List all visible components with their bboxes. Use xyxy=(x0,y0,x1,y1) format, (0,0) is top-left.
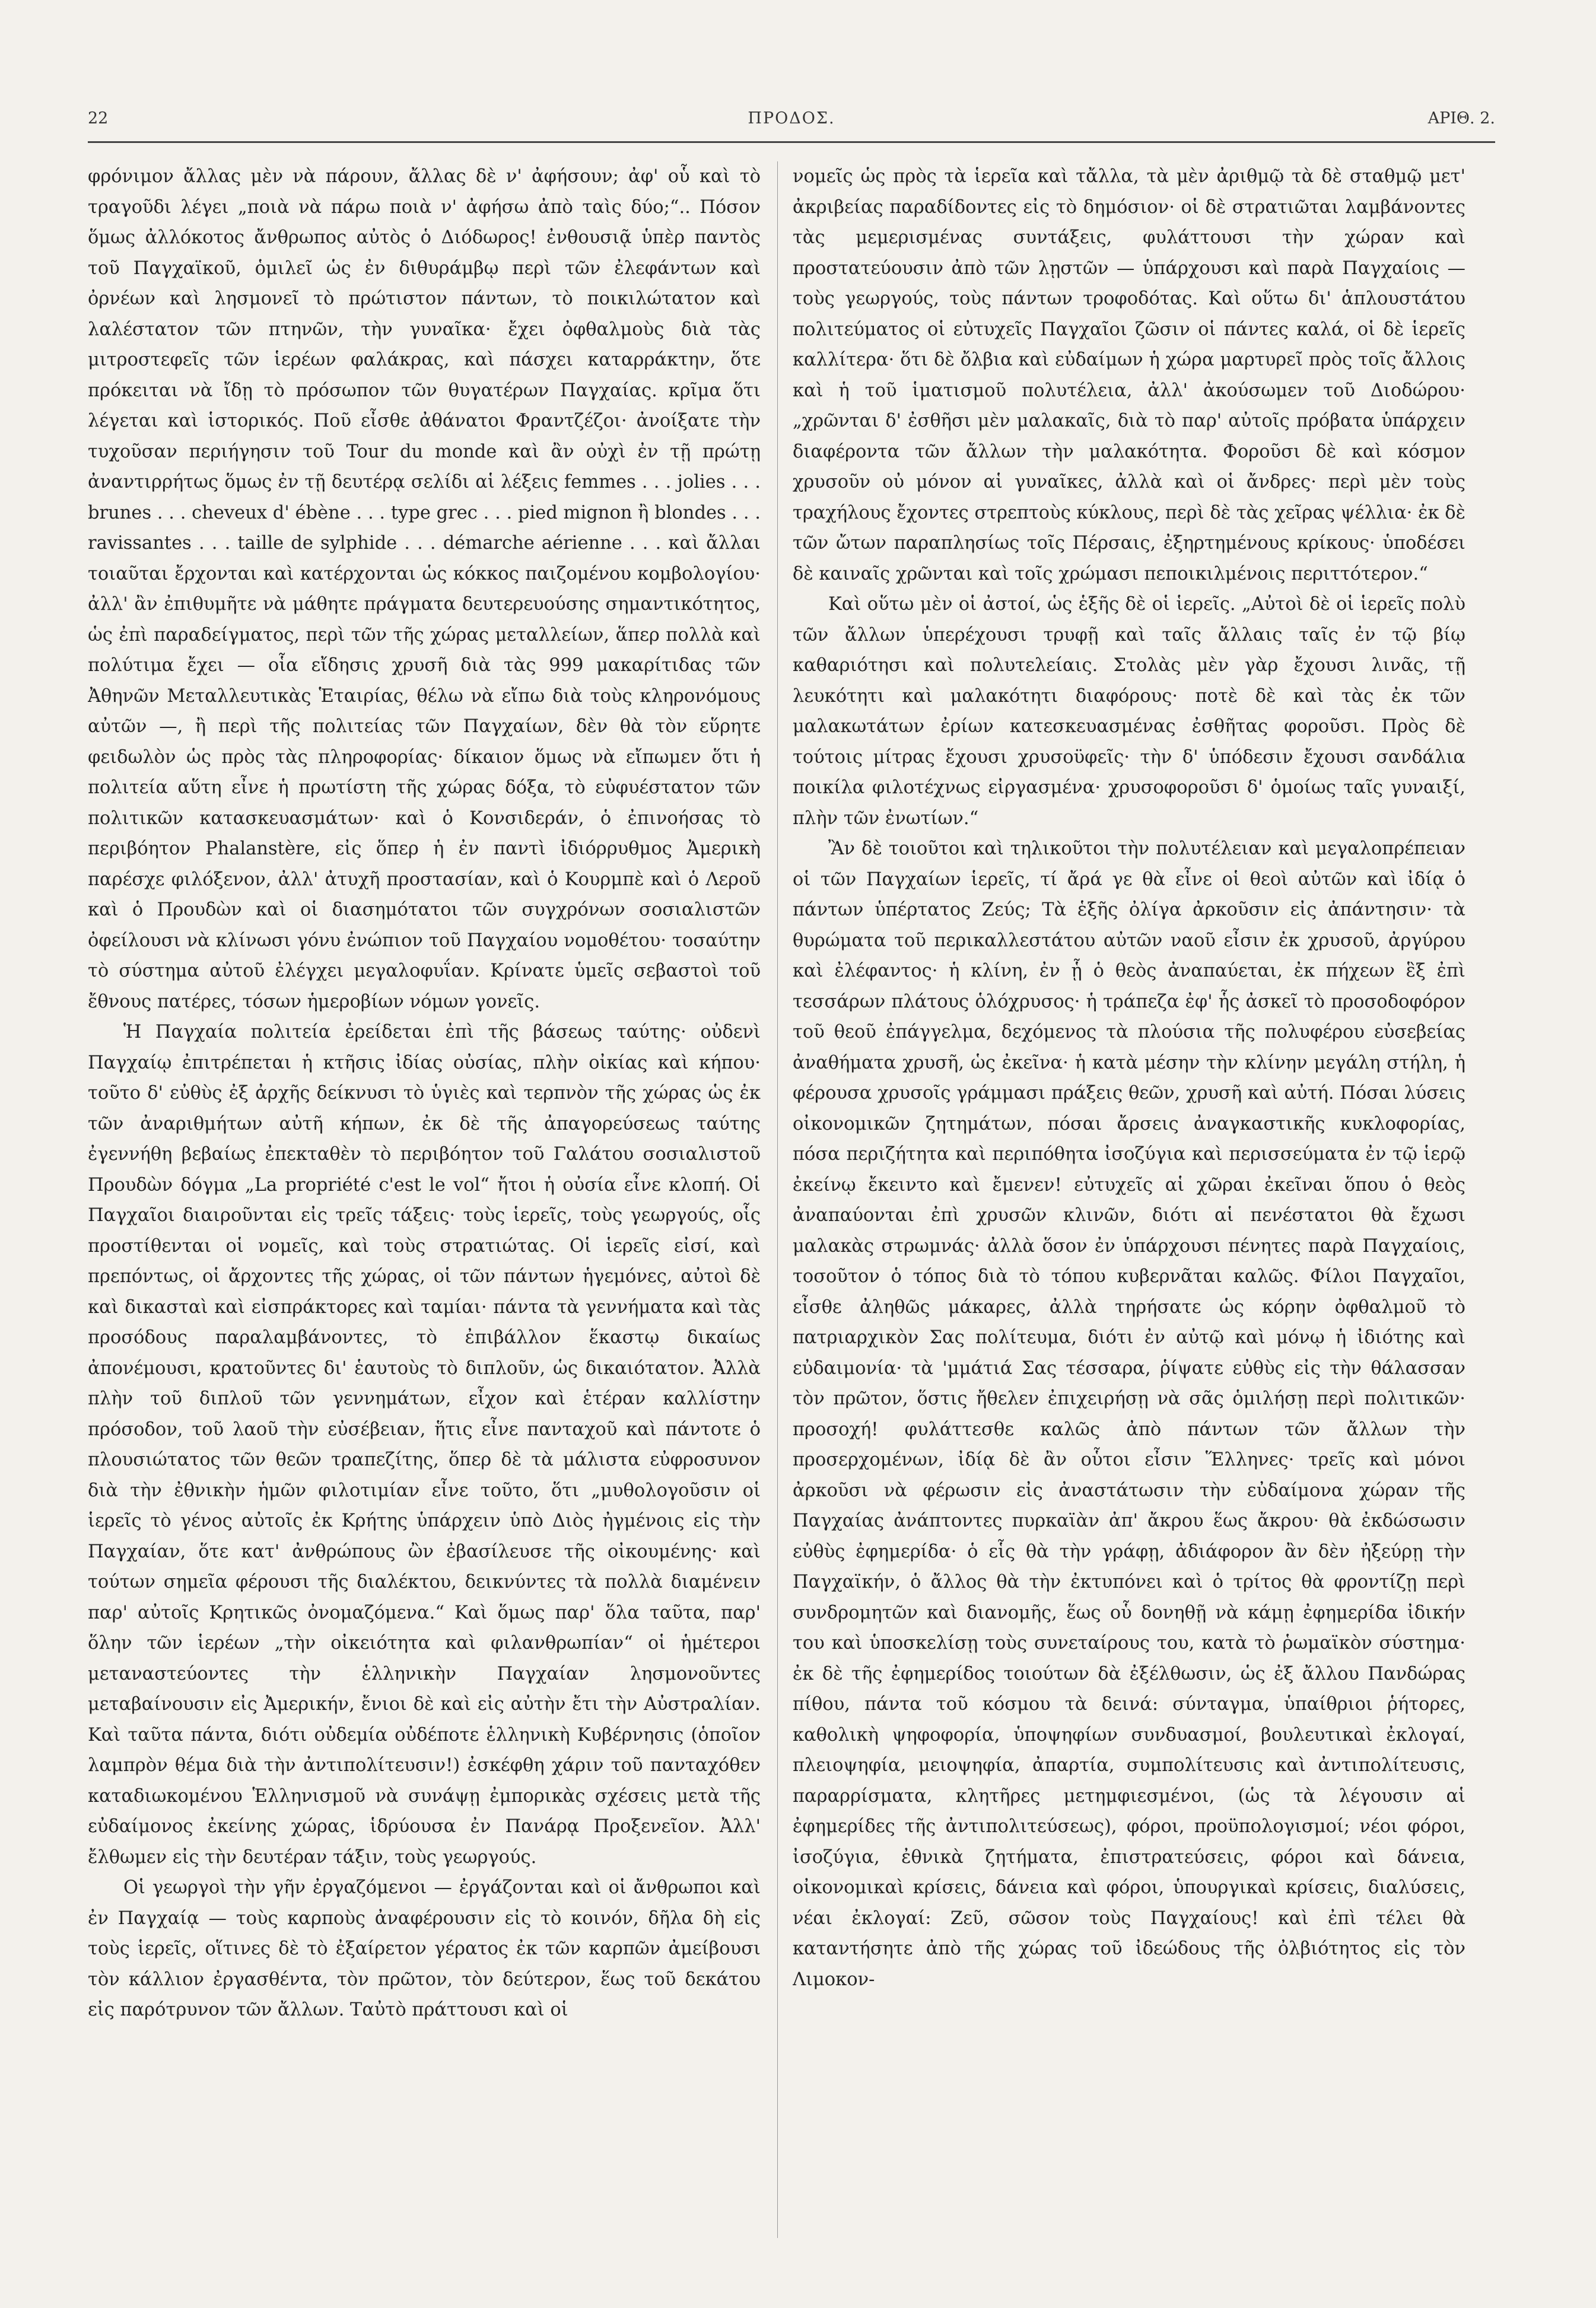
running-header xyxy=(88,106,1495,135)
issue-number: ΑΡΙΘ. 2. xyxy=(1428,109,1495,128)
left-paragraph-2: Ἡ Παγχαία πολιτεία ἐρείδεται ἐπὶ τῆς βάσεως ταύτης· οὐδενὶ Παγχαίῳ ἐπιτρέπεται ἡ κτῆσις ἰδίας οὐσίας, πλὴν οἰκίας καὶ κήπου· τοῦτο δ' εὐθὺς ἐξ ἀρχῆς δείκνυσι τὸ ὑγιὲς καὶ τερπνὸν τῆς χώρας ὡς ἐκ τῶν ἀναριθμήτων αὐτῆ κήπων, ἐκ δὲ τῆς ἀπαγορεύσεως ταύτης ἐγεννήθη βεβαίως ἐπεκταθὲν τὸ περιβόητον τοῦ Γαλάτου σοσιαλιστοῦ Προυδὼν δόγμα „La propriété c'est le vol“ ἤτοι ἡ οὐσία εἶνε κλοπή. Οἱ Παγχαῖοι διαιροῦνται εἰς τρεῖς τάξεις· τοὺς ἱερεῖς, τοὺς γεωργούς, οἷς προστίθενται οἱ νομεῖς, καὶ τοὺς στρατιώτας. Οἱ ἱερεῖς εἰσί, καὶ πρεπόντως, οἱ ἄρχοντες τῆς χώρας, οἱ τῶν πάντων ἡγεμόνες, αὐτοὶ δὲ καὶ δικασταὶ καὶ εἰσπράκτορες καὶ ταμίαι· πάντα τὰ γεννήματα καὶ τὰς προσόδους παραλαμβάνοντες, τὸ ἐπιβάλλον ἕκαστῳ δικαίως ἀπονέμουσι, κρατοῦντες δι' ἑαυτοὺς τὸ διπλοῦν, ὡς δικαιότατον. Ἀλλὰ πλὴν τοῦ διπλοῦ τῶν γεννημάτων, εἶχον καὶ ἑτέραν καλλίστην πρόσοδον, τοῦ λαοῦ τὴν εὐσέβειαν, ἥτις εἶνε πανταχοῦ καὶ πάντοτε ὁ πλουσιώτατος τῶν θεῶν τραπεζίτης, ὅπερ δὲ τὰ μάλιστα εὐφροσυνον διὰ τὴν ἐθνικὴν ἡμῶν φιλοτιμίαν εἶνε τοῦτο, ὅτι „μυθολογοῦσιν οἱ ἱερεῖς τὸ γένος αὐτοῖς ἐκ Κρήτης ὑπάρχειν ὑπὸ Διὸς ἠγμένοις εἰς τὴν Παγχαίαν, ὅτε κατ' ἀνθρώπους ὢν ἐβασίλευσε τῆς οἰκουμένης· καὶ τούτων σημεῖα φέρουσι τῆς διαλέκτου, δεικνύντες τὰ πολλὰ διαμένειν παρ' αὐτοῖς Κρητικῶς ὀνομαζόμενα.“ Καὶ ὅμως παρ' ὅλα ταῦτα, παρ' ὅλην τῶν ἱερέων „τὴν οἰκειότητα καὶ φιλανθρωπίαν“ οἱ ἡμέτεροι μεταναστεύοντες τὴν ἑλληνικὴν Παγχαίαν λησμονοῦντες μεταβαίνουσιν εἰς Ἀμερικήν, ἔνιοι δὲ καὶ εἰς αὐτὴν ἔτι τὴν Αὐστραλίαν. Καὶ ταῦτα πάντα, διότι οὐδεμία οὐδέποτε ἑλληνικὴ Κυβέρνησις (ὁποῖον λαμπρὸν θέμα διὰ τὴν ἀντιπολίτευσιν!) ἐσκέφθη χάριν τοῦ πανταχόθεν καταδιωκομένου Ἑλληνισμοῦ νὰ συνάψῃ ἐμπορικὰς σχέσεις μετὰ τῆς εὐδαίμονος ἐκείνης χώρας, ἱδρύουσα ἐν Πανάρᾳ Προξενεῖον. Ἀλλ' ἔλθωμεν εἰς τὴν δευτέραν τάξιν, τοὺς γεωργούς. xyxy=(88,1022,761,1868)
left-paragraph-3: Οἱ γεωργοὶ τὴν γῆν ἐργαζόμενοι — ἐργάζονται καὶ οἱ ἄνθρωποι καὶ ἐν Παγχαίᾳ — τοὺς καρποὺς ἀναφέρουσιν εἰς τὸ κοινόν, δῆλα δὴ εἰς τοὺς ἱερεῖς, οἵτινες δὲ τὸ ἐξαίρετον γέρατος ἐκ τῶν καρπῶν ἀμείβουσι τὸν κάλλιον ἐργασθέντα, τὸν πρῶτον, τὸν δεύτερον, ἕως τοῦ δεκάτου εἰς παρότρυνον τῶν ἄλλων. Ταὐτὸ πράττουσι καὶ οἱ xyxy=(88,1877,761,2020)
journal-title: ΠΡΟΔΟΣ. xyxy=(748,109,835,128)
right-column xyxy=(793,161,1465,2226)
right-paragraph-1: νομεῖς ὡς πρὸς τὰ ἱερεῖα καὶ τἄλλα, τὰ μὲν ἀριθμῷ τὰ δὲ σταθμῷ μετ' ἀκριβείας παραδίδοντες εἰς τὸ δημόσιον· οἱ δὲ στρατιῶται λαμβάνοντες τὰς μεμερισμένας συντάξεις, φυλάττουσι τὴν χώραν καὶ προστατεύουσιν ἀπὸ τῶν λῃστῶν — ὑπάρχουσι καὶ παρὰ Παγχαίοις — τοὺς γεωργούς, τοὺς πάντων τροφοδότας. Καὶ οὕτω δι' ἁπλουστάτου πολιτεύματος οἱ εὐτυχεῖς Παγχαῖοι ζῶσιν οἱ πάντες καλά, οἱ δὲ ἱερεῖς καλλίτερα· ὅτι δὲ ὄλβια καὶ εὐδαίμων ἡ χώρα μαρτυρεῖ πρὸς τοῖς ἄλλοις καὶ ἡ τοῦ ἱματισμοῦ πολυτέλεια, ἀλλ' ἀκούσωμεν τοῦ Διοδώρου· „χρῶνται δ' ἐσθῆσι μὲν μαλακαῖς, διὰ τὸ παρ' αὐτοῖς πρόβατα ὑπάρχειν διαφέροντα τῶν ἄλλων τὴν μαλακότητα. Φοροῦσι δὲ καὶ κόσμον χρυσοῦν οὐ μόνον αἱ γυναῖκες, ἀλλὰ καὶ οἱ ἄνδρες· περὶ μὲν τοὺς τραχήλους ἔχοντες στρεπτοὺς κύκλους, περὶ δὲ τὰς χεῖρας ψέλλια· ἐκ δὲ τῶν ὤτων παραπλησίως τοῖς Πέρσαις, ἐξηρτημένους κρίκους· ὑποδέσει δὲ καιναῖς χρῶνται καὶ τοῖς χρώμασι πεποικιλμένοις περιττότερον.“ xyxy=(793,166,1465,584)
column-divider xyxy=(777,161,778,2238)
left-paragraph-1: φρόνιμον ἄλλας μὲν νὰ πάρουν, ἄλλας δὲ ν' ἀφήσουν; ἀφ' οὗ καὶ τὸ τραγοῦδι λέγει „ποιὰ νὰ πάρω ποιὰ ν' ἀφήσω ἀπὸ ταὶς δύο;“.. Πόσον ὅμως ἀλλόκοτος ἄνθρωπος αὐτὸς ὁ Διόδωρος! ἐνθουσιᾷ ὑπὲρ παντὸς τοῦ Παγχαϊκοῦ, ὁμιλεῖ ὡς ἐν διθυράμβῳ περὶ τῶν ἐλεφάντων καὶ ὀρνέων καὶ λησμονεῖ τὸ πρώτιστον πάντων, τὸ ποικιλώτατον καὶ λαλέστατον τῶν πτηνῶν, τὴν γυναῖκα· ἔχει ὀφθαλμοὺς διὰ τὰς μιτροστεφεῖς τῶν ἱερέων φαλάκρας, καὶ πάσχει καταρράκτην, ὅτε πρόκειται νὰ ἴδῃ τὸ πρόσωπον τῶν θυγατέρων Παγχαίας. κρῖμα ὅτι λέγεται καὶ ἱστορικός. Ποῦ εἶσθε ἀθάνατοι Φραντζέζοι· ἀνοίξατε τὴν τυχοῦσαν περιήγησιν τοῦ Tour du monde καὶ ἂν οὐχὶ ἐν τῇ πρώτῃ ἀναντιρρήτως ὅμως ἐν τῇ δευτέρᾳ σελίδι αἱ λέξεις femmes . . . jolies . . . brunes . . . cheveux d' ébène . . . type grec . . . pied mignon ἢ blondes . . . ravissantes . . . taille de sylphide . . . démarche aérienne . . . καὶ ἄλλαι τοιαῦται ἔρχονται καὶ κατέρχονται ὡς κόκκος παιζομένου κομβολογίου· ἀλλ' ἂν ἐπιθυμῆτε νὰ μάθητε πράγματα δευτερευούσης σημαντικότητος, ὡς ἐπὶ παραδείγματος, περὶ τῶν τῆς χώρας μεταλλείων, ἅπερ πολλὰ καὶ πολύτιμα ἔχει — οἷα εἴδησις χρυσῆ διὰ τὰς 999 μακαρίτιδας τῶν Ἀθηνῶν Μεταλλευτικὰς Ἑταιρίας, θέλω νὰ εἴπω διὰ τοὺς κληρονόμους αὐτῶν —, ἢ περὶ τῆς πολιτείας τῶν Παγχαίων, δὲν θὰ τὸν εὕρητε φειδωλὸν ὡς πρὸς τὰς πληροφορίας· δίκαιον ὅμως νὰ εἴπωμεν ὅτι ἡ πολιτεία αὕτη εἶνε ἡ πρωτίστη τῆς χώρας δόξα, τὸ εὐφυέστατον τῶν πολιτικῶν κατασκευασμάτων· καὶ ὁ Κονσιδεράν, ὁ ἐπινοήσας τὸ περιβόητον Phalanstère, εἰς ὅπερ ἡ ἐν παντὶ ἰδιόρρυθμος Ἀμερικὴ παρέσχε φιλόξενον, ἀλλ' ἀτυχῆ προστασίαν, καὶ ὁ Κουρμπὲ καὶ ὁ Λεροῦ καὶ ὁ Προυδὼν καὶ οἱ διασημότατοι τῶν συγχρόνων σοσιαλιστῶν ὀφείλουσι νὰ κλίνωσι γόνυ ἐνώπιον τοῦ Παγχαίου νομοθέτου· τοσαύτην τὸ σύστημα αὐτοῦ ἐλέγχει μεγαλοφυΐαν. Κρίνατε ὑμεῖς σεβαστοὶ τοῦ ἔθνους πατέρες, τόσων ἡμεροβίων νόμων γονεῖς. xyxy=(88,166,761,1012)
page-number: 22 xyxy=(88,109,109,128)
header-rule xyxy=(88,141,1495,143)
right-paragraph-3: Ἂν δὲ τοιοῦτοι καὶ τηλικοῦτοι τὴν πολυτέλειαν καὶ μεγαλοπρέπειαν οἱ τῶν Παγχαίων ἱερεῖς, τί ἄρά γε θὰ εἶνε οἱ θεοὶ αὐτῶν καὶ ἰδίᾳ ὁ πάντων ὑπέρτατος Ζεύς; Τὰ ἑξῆς ὀλίγα ἀρκοῦσιν εἰς ἀπάντησιν· τὰ θυρώματα τοῦ περικαλλεστάτου αὐτῶν ναοῦ εἶσιν ἐκ χρυσοῦ, ἀργύρου καὶ ἐλέφαντος· ἡ κλίνη, ἐν ᾗ ὁ θεὸς ἀναπαύεται, ἐκ πήχεων ἓξ ἐπὶ τεσσάρων πλάτους ὁλόχρυσος· ἡ τράπεζα ἐφ' ἧς ἀσκεῖ τὸ προσοδοφόρον τοῦ θεοῦ ἐπάγγελμα, δεχόμενος τὰ πλούσια τῆς πολυφέρου εὐσεβείας ἀναθήματα χρυσῆ, ὡς ἐκεῖνα· ἡ κατὰ μέσην τὴν κλίνην μεγάλη στήλη, ἡ φέρουσα χρυσοῖς γράμμασι πράξεις θεῶν, χρυσῆ καὶ αὐτή. Πόσαι λύσεις οἰκονομικῶν ζητημάτων, πόσαι ἄρσεις ἀναγκαστικῆς κυκλοφορίας, πόσα περιζήτητα καὶ περιπόθητα ἰσοζύγια καὶ περισσεύματα ἐν τῷ ἱερῷ ἐκείνῳ ἔκειντο καὶ ἔμενεν! εὐτυχεῖς αἱ χῶραι ἐκεῖναι ὅπου ὁ θεὸς ἀναπαύονται ἐπὶ χρυσῶν κλινῶν, διότι αἱ πενέστατοι θὰ ἔχωσι μαλακὰς στρωμνάς· ἀλλὰ ὅσον ἐν ὑπάρχουσι πένητες παρὰ Παγχαίοις, τοσοῦτον ὁ τόπος διὰ τὸ τόπου κυβερνᾶται καλῶς. Φίλοι Παγχαῖοι, εἶσθε ἀληθῶς μάκαρες, ἀλλὰ τηρήσατε ὡς κόρην ὀφθαλμοῦ τὸ πατριαρχικὸν Σας πολίτευμα, διότι ἐν αὐτῷ καὶ μόνῳ ἡ ἰδιότης καὶ εὐδαιμονία· τὰ 'μμάτιά Σας τέσσαρα, ῥίψατε εὐθὺς εἰς τὴν θάλασσαν τὸν πρῶτον, ὅστις ἤθελεν ἐπιχειρήσῃ νὰ σᾶς ὁμιλήσῃ περὶ πολιτικῶν· προσοχή! φυλάττεσθε καλῶς ἀπὸ πάντων τῶν ἄλλων τὴν προσερχομένων, ἰδίᾳ δὲ ἂν οὗτοι εἶσιν Ἕλληνες· τρεῖς καὶ μόνοι ἀρκοῦσι νὰ φέρωσιν εἰς ἀναστάτωσιν τὴν εὐδαίμονα χώραν τῆς Παγχαίας ἀνάπτοντες πυρκαϊὰν ἀπ' ἄκρου ἕως ἄκρου· θὰ ἐκδώσωσιν εὐθὺς ἐφημερίδα· ὁ εἷς θὰ τὴν γράφῃ, ἀδιάφορον ἂν δὲν ἠξεύρῃ τὴν Παγχαϊκήν, ὁ ἄλλος θὰ τὴν ἐκτυπόνει καὶ ὁ τρίτος θὰ φροντίζῃ περὶ συνδρομητῶν καὶ διανομῆς, ἕως οὗ δονηθῇ νὰ κάμῃ ἐφημερίδα ἰδικήν του καὶ ὑποσκελίσῃ τοὺς συνεταίρους του, κατὰ τὸ ῥωμαϊκὸν σύστημα· ἐκ δὲ τῆς ἐφημερίδος τοιούτων δὰ ἐξέλθωσιν, ὡς ἐξ ἄλλου Πανδώρας πίθου, πάντα τοῦ κόσμου τὰ δεινά: σύνταγμα, ὑπαίθριοι ῥήτορες, καθολικὴ ψηφοφορία, ὑποψηφίων συνδυασμοί, βουλευτικαὶ ἐκλογαί, πλειοψηφία, μειοψηφία, ἀπαρτία, συμπολίτευσις καὶ ἀντιπολίτευσις, παραρρίσματα, κλητῆρες μετημφιεσμένοι, (ὡς τὰ λέγουσιν αἱ ἐφημερίδες τῆς ἀντιπολιτεύσεως), φόροι, προϋπολογισμοί; νέοι φόροι, ἰσοζύγια, ἐθνικὰ ζητήματα, ἐπιστρατεύσεις, φόροι καὶ δάνεια, οἰκονομικαὶ κρίσεις, δάνεια καὶ φόροι, ὑπουργικαὶ κρίσεις, διαλύσεις, νέαι ἐκλογαί: Ζεῦ, σῶσον τοὺς Παγχαίους! καὶ ἐπὶ τέλει θὰ καταντήσητε ἀπὸ τῆς χώρας τοῦ ἰδεώδους τῆς ὀλβιότητος εἰς τὸν Λιμοκον- xyxy=(793,838,1465,1990)
right-paragraph-2: Καὶ οὕτω μὲν οἱ ἀστοί, ὡς ἑξῆς δὲ οἱ ἱερεῖς. „Αὐτοὶ δὲ οἱ ἱερεῖς πολὺ τῶν ἄλλων ὑπερέχουσι τρυφῇ καὶ ταῖς ἄλλαις ταῖς ἐν τῷ βίῳ καθαριότησι καὶ πολυτελείαις. Στολὰς μὲν γὰρ ἔχουσι λινᾶς, τῇ λευκότητι καὶ μαλακότητι διαφόρους· ποτὲ δὲ καὶ τὰς ἐκ τῶν μαλακωτάτων ἐρίων κατεσκευασμένας ἐσθῆτας φοροῦσι. Πρὸς δὲ τούτοις μίτρας ἔχουσι χρυσοϋφεῖς· τὴν δ' ὑπόδεσιν ἔχουσι σανδάλια ποικίλα φιλοτέχνως εἰργασμένα· χρυσοφοροῦσι δ' ὁμοίως ταῖς γυναιξί, πλὴν τῶν ἐνωτίων.“ xyxy=(793,594,1465,829)
left-column xyxy=(88,161,761,2226)
